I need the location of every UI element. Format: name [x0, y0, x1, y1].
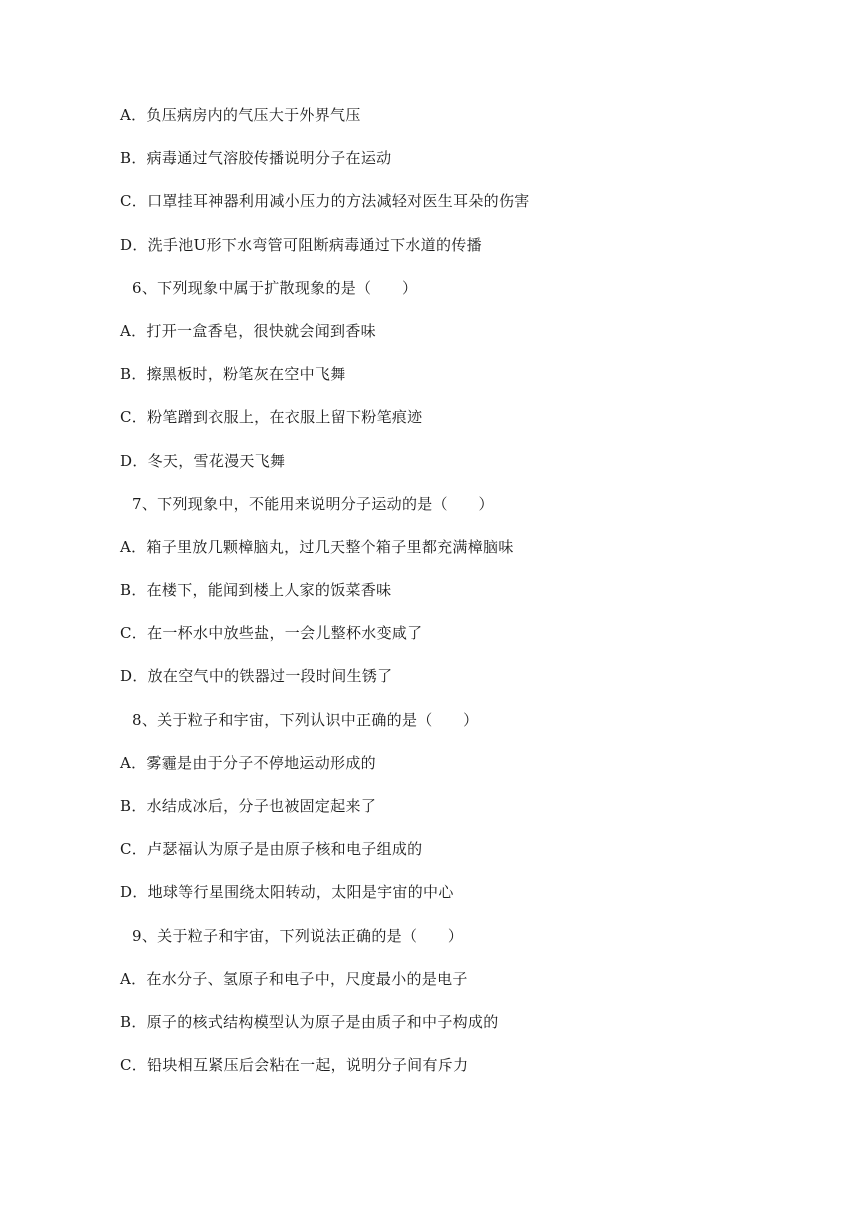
- option-line: B．水结成冰后，分子也被固定起来了: [120, 797, 377, 815]
- option-line: C．粉笔蹭到衣服上，在衣服上留下粉笔痕迹: [120, 408, 423, 427]
- question-stem: 6、下列现象中属于扩散现象的是（ ）: [132, 278, 418, 297]
- question-stem: 9、关于粒子和宇宙，下列说法正确的是（ ）: [132, 926, 464, 945]
- option-line: D．地球等行星围绕太阳转动，太阳是宇宙的中心: [120, 883, 454, 902]
- option-line: C．口罩挂耳神器利用减小压力的方法减轻对医生耳朵的伤害: [120, 192, 530, 211]
- question-content: [120, 100, 760, 1093]
- option-line: C．卢瑟福认为原子是由原子核和电子组成的: [120, 840, 423, 859]
- option-line: D．放在空气中的铁器过一段时间生锈了: [120, 667, 393, 686]
- option-line: D．冬天，雪花漫天飞舞: [120, 451, 286, 470]
- option-line: A．在水分子、氢原子和电子中，尺度最小的是电子: [120, 969, 468, 988]
- option-line: A．箱子里放几颗樟脑丸，过几天整个箱子里都充满樟脑味: [120, 537, 514, 556]
- option-line: C．在一杯水中放些盐，一会儿整杯水变咸了: [120, 624, 423, 643]
- question-stem: 8、关于粒子和宇宙，下列认识中正确的是（ ）: [132, 710, 479, 729]
- question-stem: 7、下列现象中，不能用来说明分子运动的是（ ）: [132, 494, 494, 513]
- option-line: C．铅块相互紧压后会粘在一起，说明分子间有斥力: [120, 1056, 469, 1075]
- option-line: B．病毒通过气溶胶传播说明分子在运动: [120, 149, 392, 168]
- option-line: A．雾霾是由于分子不停地运动形成的: [120, 753, 376, 772]
- option-line: B．原子的核式结构模型认为原子是由质子和中子构成的: [120, 1012, 499, 1031]
- option-line: B．擦黑板时，粉笔灰在空中飞舞: [120, 365, 346, 384]
- option-line: A．负压病房内的气压大于外界气压: [120, 106, 361, 124]
- option-line: D．洗手池U形下水弯管可阻断病毒通过下水道的传播: [120, 235, 482, 254]
- option-line: A．打开一盒香皂，很快就会闻到香味: [120, 321, 376, 340]
- option-line: B．在楼下，能闻到楼上人家的饭菜香味: [120, 581, 392, 600]
